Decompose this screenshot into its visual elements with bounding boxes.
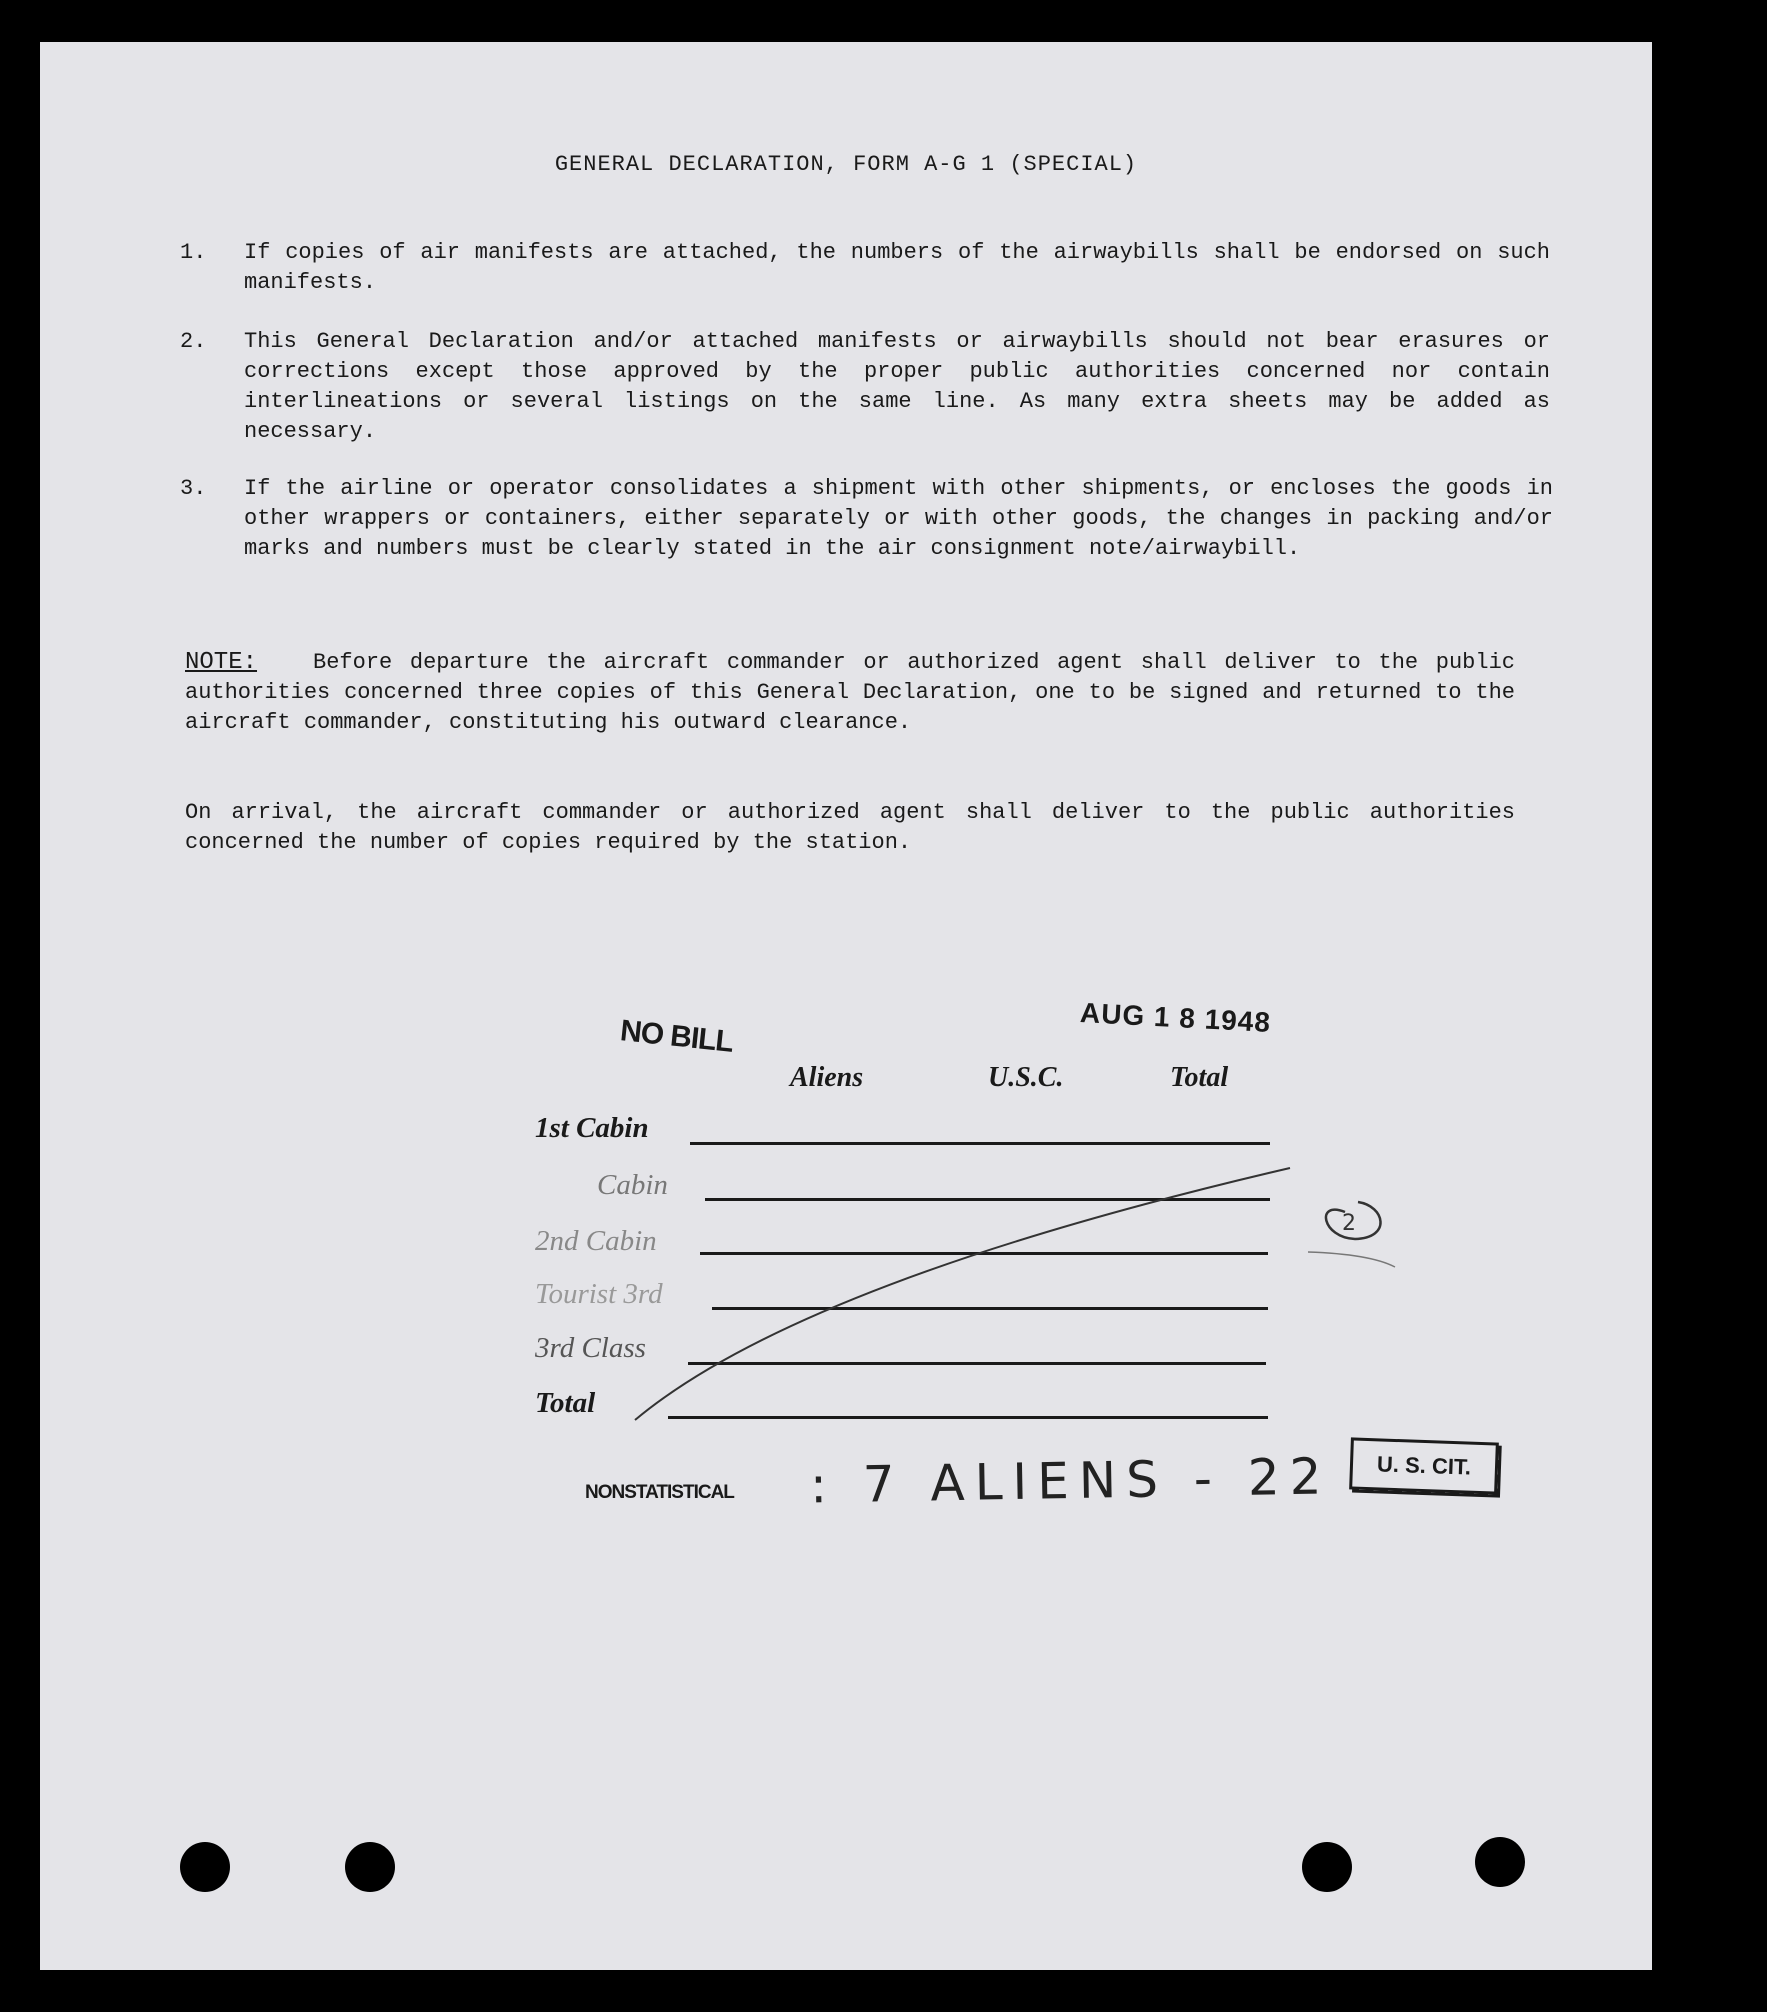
row-third-class: 3rd Class	[535, 1332, 646, 1364]
circled-mark-digit: 2	[1342, 1211, 1356, 1236]
circled-mark-tail	[1308, 1252, 1395, 1267]
row-tourist-third: Tourist 3rd	[535, 1278, 663, 1310]
row-cabin: Cabin	[597, 1169, 668, 1201]
punch-hole	[1302, 1842, 1352, 1892]
instruction-text: If copies of air manifests are attached, the numbers of the airwaybills shall be endorsed on such manifests.	[244, 240, 1550, 295]
departure-note-text: Before departure the aircraft commander or authorized agent shall deliver to the public authorities concerned three copies of this General Declaration, one to be signed and returned to the aircraft commander, constituting his outward clearance.	[185, 650, 1515, 735]
instruction-text: If the airline or operator consolidates a shipment with other shipments, or encloses the goods in other wrappers or containers, either separately or with other goods, the changes in packing and/or marks and numbers must be clearly stated in the air consignment note/airwaybill.	[244, 476, 1553, 561]
document-page	[40, 42, 1652, 1970]
handwritten-alien-count: : 7 ALIENS - 22	[809, 1447, 1332, 1515]
date-stamp: AUG 1 8 1948	[1079, 997, 1272, 1038]
instruction-number: 2.	[180, 329, 207, 354]
punch-hole	[1475, 1837, 1525, 1887]
instruction-number: 1.	[180, 240, 207, 265]
column-total: Total	[1170, 1062, 1229, 1093]
pen-marks	[40, 42, 1652, 1970]
row-second-cabin: 2nd Cabin	[535, 1225, 657, 1257]
arrival-note: On arrival, the aircraft commander or authorized agent shall deliver to the public authorities concerned the number of copies required by the station.	[185, 800, 1515, 855]
note-label: NOTE:	[185, 649, 258, 676]
row-total: Total	[535, 1387, 596, 1419]
nonstatistical-stamp: NONSTATISTICAL	[585, 1482, 734, 1503]
no-bill-stamp: NO BILL	[618, 1014, 735, 1059]
row-first-cabin: 1st Cabin	[535, 1112, 649, 1144]
punch-hole	[345, 1842, 395, 1892]
column-usc: U.S.C.	[988, 1062, 1064, 1093]
instruction-number: 3.	[180, 476, 207, 501]
cancel-stroke	[635, 1168, 1290, 1420]
us-citizen-stamp: U. S. CIT.	[1349, 1437, 1499, 1494]
instruction-text: This General Declaration and/or attached manifests or airwaybills should not bear erasures or corrections except those approved by the proper public authorities concerned nor contain interlineations or several listings on the same line. As many extra sheets may be added as necessary.	[244, 329, 1550, 444]
form-title: GENERAL DECLARATION, FORM A-G 1 (SPECIAL)	[554, 152, 1138, 177]
column-aliens: Aliens	[790, 1062, 864, 1093]
punch-hole	[180, 1842, 230, 1892]
